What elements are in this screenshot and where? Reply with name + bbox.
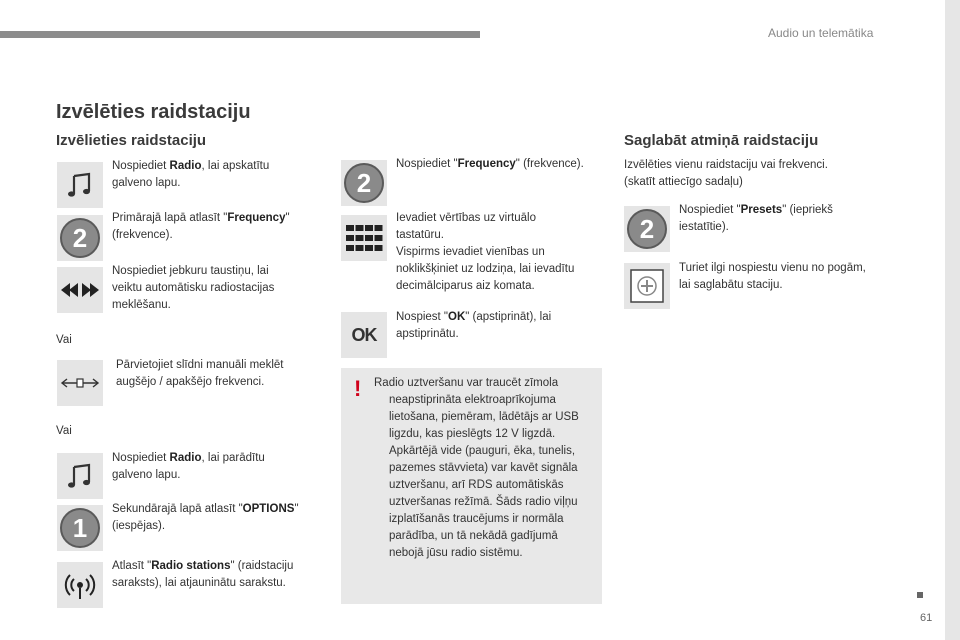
col2-step2-text: Ievadiet vērtības uz virtuālo tastatūru. Vispirms ievadiet vienības un noklikšķiniet uz lodziņa, lai ievadītu decimālciparus aiz komata. — [396, 212, 575, 292]
warning-icon: ! — [354, 376, 362, 401]
step-badge: 2 — [341, 160, 387, 206]
music-note-icon — [57, 453, 103, 499]
col1-step7-text: Atlasīt "Radio stations" (raidstaciju saraksts), lai atjauninātu sarakstu. — [112, 560, 294, 589]
col1-step5-text: Nospiediet Radio, lai parādītu galveno lapu. — [112, 452, 265, 481]
col3-intro: Izvēlēties vienu raidstaciju vai frekvenci. (skatīt attiecīgo sadaļu) — [624, 159, 828, 188]
radio-stations-icon — [57, 562, 103, 608]
col2-step1-text: Nospiediet "Frequency" (frekvence). — [396, 158, 584, 170]
step-badge: 1 — [57, 505, 103, 551]
step-badge: 2 — [624, 206, 670, 252]
frequency-slider-icon — [57, 360, 103, 406]
col3-step1-text: Nospiediet "Presets" (iepriekš iestatītie). — [679, 204, 833, 233]
col1-step6-text: Sekundārajā lapā atlasīt "OPTIONS" (iespējas). — [112, 503, 299, 532]
or-label: Vai — [56, 334, 72, 346]
col1-step3-text: Nospiediet jebkuru taustiņu, lai veiktu automātisku radiostacijas meklēšanu. — [112, 265, 275, 311]
step-badge: 2 — [57, 215, 103, 261]
seek-arrows-icon — [57, 267, 103, 313]
music-note-icon — [57, 162, 103, 208]
or-label: Vai — [56, 425, 72, 437]
end-marker — [917, 592, 923, 598]
ok-button-icon: OK — [341, 312, 387, 358]
section-title: Audio un telemātika — [768, 26, 874, 40]
col1-step4-text: Pārvietojiet slīdni manuāli meklēt augšējo / apakšējo frekvenci. — [116, 359, 284, 388]
page-edge-strip — [945, 0, 960, 640]
page-title: Izvēlēties raidstaciju — [56, 101, 251, 123]
keypad-grid-icon — [341, 215, 387, 261]
col3-step2-text: Turiet ilgi nospiestu vienu no pogām, lai saglabātu staciju. — [679, 262, 866, 291]
col3-heading: Saglabāt atmiņā raidstaciju — [624, 132, 819, 149]
col2-step3-text: Nospiest "OK" (apstiprināt), lai apstiprinātu. — [396, 311, 552, 340]
header-bar — [0, 31, 480, 38]
page-number: 61 — [920, 612, 933, 624]
col1-step1-text: Nospiediet Radio, lai apskatītu galveno lapu. — [112, 160, 270, 189]
col1-step2-text: Primārajā lapā atlasīt "Frequency" (frekvence). — [112, 212, 290, 241]
col1-heading: Izvēlieties raidstaciju — [56, 132, 207, 149]
add-preset-icon — [624, 263, 670, 309]
warning-text: Radio uztveršanu var traucēt zīmola neapstiprināta elektroaprīkojuma lietošana, piemēram, lādētājs ar USB ligzdu, kas pieslēgts 12 V ligzdā. Apkārtējā vide (pauguri, ēka, tunelis, pazemes stāvvieta) var kavēt signāla uztveršanu, arī RDS automātiskās uztveršanas režīmā. Šāds radio viļņu izplatīšanās traucējums ir normāla parādība, un tā nekādā gadījumā nebojā jūsu radio sistēmu. — [374, 377, 579, 559]
